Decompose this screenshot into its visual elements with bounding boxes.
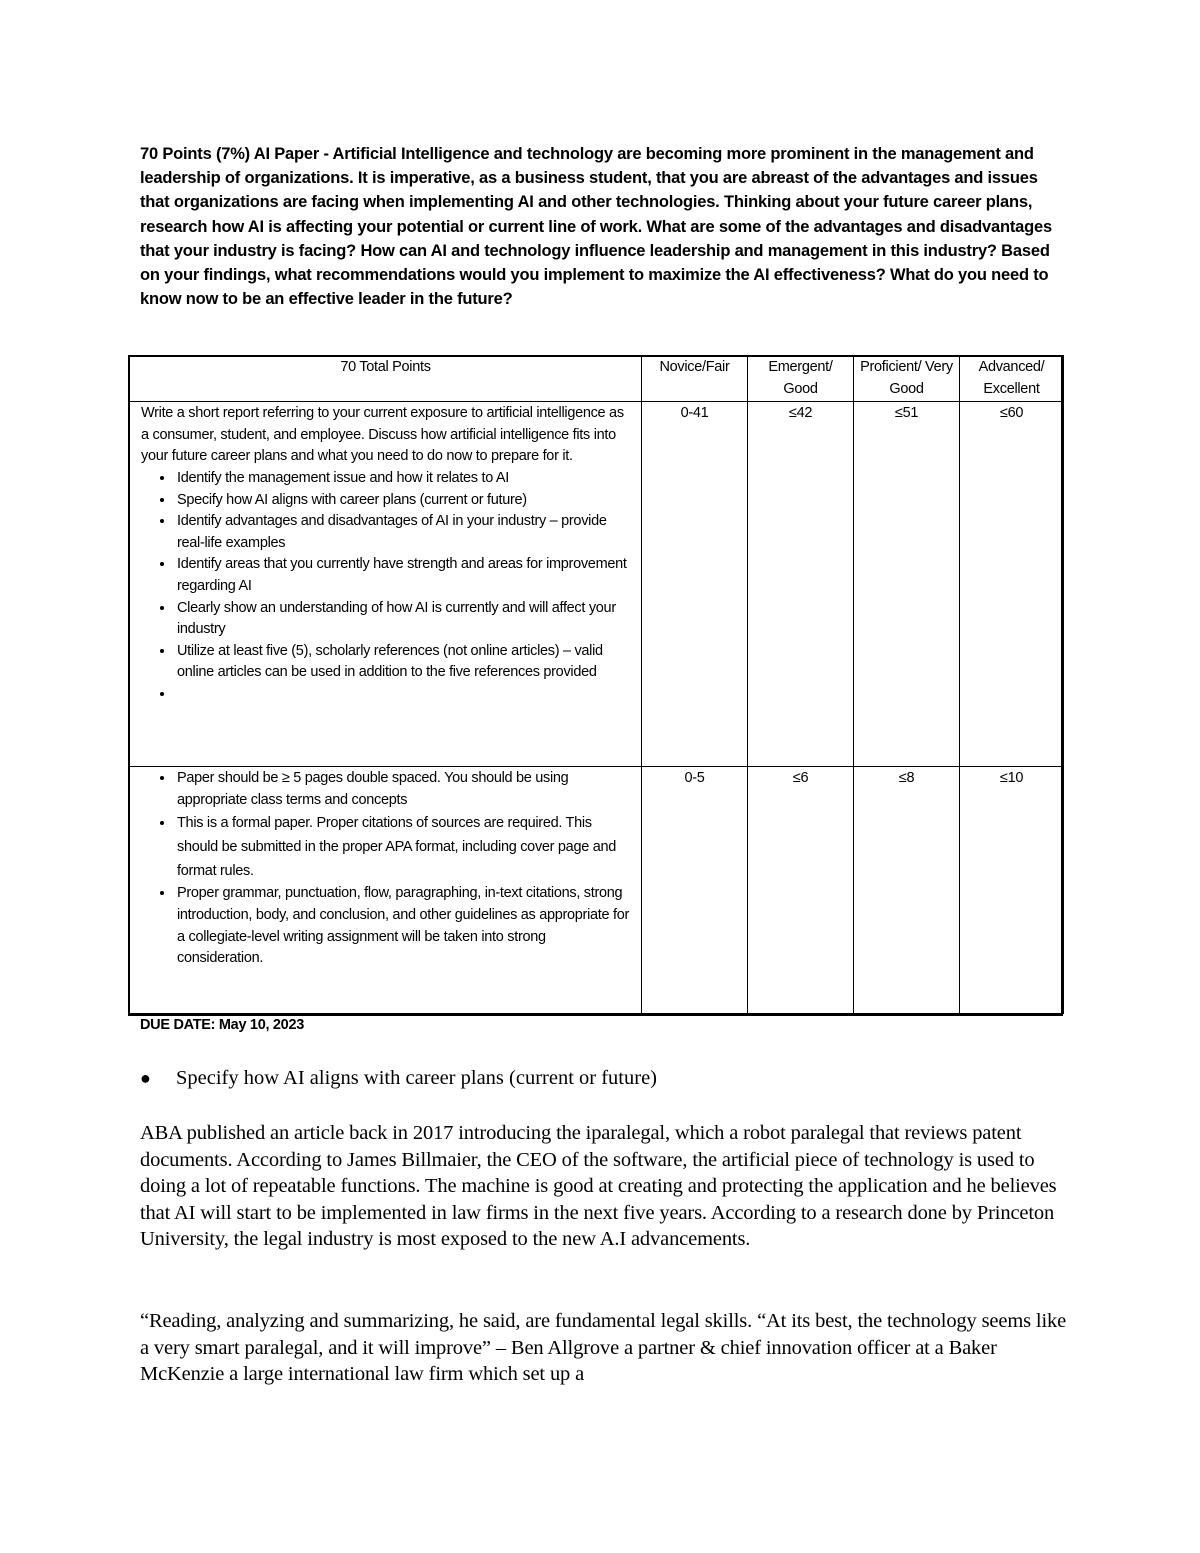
rubric-row-content xyxy=(130,402,1064,767)
list-item: • Identify areas that you currently have strength and areas for improvement regarding AI xyxy=(175,554,635,597)
header-total-points: 70 Total Points xyxy=(130,356,642,402)
list-item: • Clearly show an understanding of how AI is currently and will affect your industry xyxy=(175,598,635,641)
header-emergent: Emergent/ Good xyxy=(748,356,854,402)
score-advanced: ≤10 xyxy=(960,767,1064,1014)
empty-list-item xyxy=(175,684,635,706)
list-item: • This is a formal paper. Proper citations of sources are required. This should be submitted in the proper APA format, including cover page and format rules. xyxy=(175,811,635,883)
rubric-table xyxy=(129,355,1064,1014)
body-paragraph: “Reading, analyzing and summarizing, he said, are fundamental legal skills. “At its best, the technology seems like a very smart paralegal, and it will improve” – Ben Allgrove a partner & chief innovation officer at a Baker McKenzie a large international law firm which set up a xyxy=(140,1310,1067,1386)
score-proficient: ≤8 xyxy=(854,767,960,1014)
content-description: Write a short report referring to your current exposure to artificial intelligence as a consumer, student, and employee. Discuss how artificial intelligence fits into your future career plans and what you need to do now to prepare for it. xyxy=(141,405,624,465)
list-item: • Utilize at least five (5), scholarly references (not online articles) – valid online articles can be used in addition to the five references provided xyxy=(175,641,635,684)
assignment-intro: 70 Points (7%) AI Paper - Artificial Intelligence and technology are becoming more prominent in the management and leadership of organizations. It is imperative, as a business student, that you are abreast of the advantages and issues that organizations are facing when implementing AI and other technologies. Thinking about your future career plans, research how AI is affecting your potential or current line of work. What are some of the advantages and disadvantages that your industry is facing? How can AI and technology influence leadership and management in this industry? Based on your findings, what recommendations would you implement to maximize the AI effectiveness? What do you need to know now to be an effective leader in the future? xyxy=(140,145,1052,309)
score-proficient: ≤51 xyxy=(854,402,960,767)
rubric-header-row xyxy=(130,356,1064,402)
content-criteria xyxy=(130,402,642,767)
score-emergent: ≤42 xyxy=(748,402,854,767)
body-bullet-item xyxy=(140,1065,657,1092)
body-bullet-text: Specify how AI aligns with career plans (current or future) xyxy=(176,1067,658,1089)
content-bullet-list xyxy=(141,468,635,706)
score-advanced: ≤60 xyxy=(960,402,1064,767)
score-emergent: ≤6 xyxy=(748,767,854,1014)
score-novice: 0-41 xyxy=(642,402,748,767)
header-proficient: Proficient/ Very Good xyxy=(854,356,960,402)
format-bullet-list xyxy=(141,768,635,970)
list-item: • Specify how AI aligns with career plans (current or future) xyxy=(175,490,635,512)
format-criteria xyxy=(130,767,642,1014)
header-advanced: Advanced/ Excellent xyxy=(960,356,1064,402)
rubric-row-format xyxy=(130,767,1064,1014)
due-date: DUE DATE: May 10, 2023 xyxy=(140,1017,304,1033)
list-item: • Identify advantages and disadvantages of AI in your industry – provide real-life examples xyxy=(175,511,635,554)
list-item: • Paper should be ≥ 5 pages double spaced. You should be using appropriate class terms and concepts xyxy=(175,768,635,811)
score-novice: 0-5 xyxy=(642,767,748,1014)
list-item: • Proper grammar, punctuation, flow, paragraphing, in-text citations, strong introduction, body, and conclusion, and other guidelines as appropriate for a collegiate-level writing assignment will be taken into strong consideration. xyxy=(175,883,635,969)
body-paragraph: ABA published an article back in 2017 introducing the iparalegal, which a robot paralegal that reviews patent documents. According to James Billmaier, the CEO of the software, the artificial piece of technology is used to doing a lot of repeatable functions. The machine is good at creating and protecting the application and he believes that AI will start to be implemented in law firms in the next five years. According to a research done by Princeton University, the legal industry is most exposed to the new A.I advancements. xyxy=(140,1122,1057,1251)
bullet-dot-icon: ● xyxy=(140,1068,151,1088)
list-item: • Identify the management issue and how it relates to AI xyxy=(175,468,635,490)
header-novice: Novice/Fair xyxy=(642,356,748,402)
